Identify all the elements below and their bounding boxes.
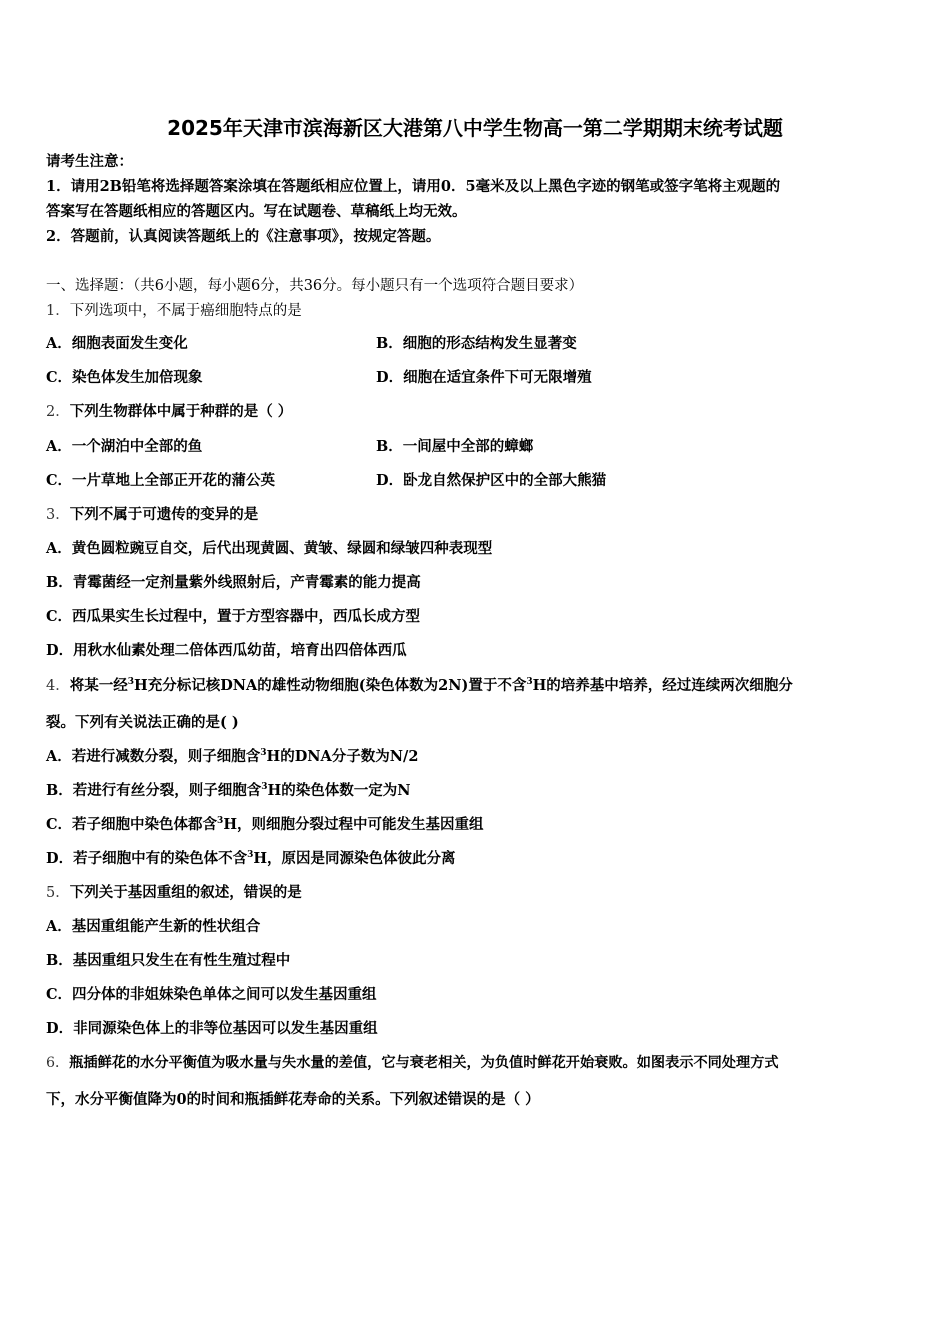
notice-line-2: 2．答题前，认真阅读答题纸上的《注意事项》，按规定答题。 (46, 228, 441, 245)
q4-option-c-post: H，则细胞分裂过程中可能发生基因重组 (223, 816, 484, 833)
q1-option-c: C．染色体发生加倍现象 (46, 369, 203, 386)
question-6-line-1 (46, 1053, 779, 1073)
q1-option-d: D．细胞在适宜条件下可无限增殖 (376, 369, 592, 386)
superscript-3: 3 (217, 816, 224, 826)
q4-option-a-post: H的DNA分子数为N/2 (266, 748, 419, 765)
q5-option-c: C．四分体的非姐妹染色单体之间可以发生基因重组 (46, 986, 377, 1003)
section-heading: 一、选择题：（共6小题，每小题6分，共36分。每小题只有一个选项符合题目要求） (46, 278, 584, 294)
q4-option-b (46, 781, 410, 801)
question-1-stem: 下列选项中，不属于癌细胞特点的是 (69, 303, 302, 319)
question-5-stem: 下列关于基因重组的叙述，错误的是 (69, 884, 302, 901)
question-5 (46, 883, 302, 903)
superscript-3: 3 (127, 677, 134, 687)
q3-option-b: B．青霉菌经一定剂量紫外线照射后，产青霉素的能力提高 (46, 574, 421, 591)
q3-option-c: C．西瓜果实生长过程中，置于方型容器中，西瓜长成方型 (46, 608, 421, 625)
question-4-stem-post: H的培养基中培养，经过连续两次细胞分 (532, 677, 793, 694)
q2-option-b: B．一间屋中全部的蟑螂 (376, 438, 534, 455)
question-2 (46, 402, 292, 422)
superscript-3: 3 (261, 782, 268, 792)
question-1-number: 1． (46, 303, 70, 319)
q2-option-d: D．卧龙自然保护区中的全部大熊猫 (376, 472, 607, 489)
q2-option-a: A．一个湖泊中全部的鱼 (46, 438, 203, 455)
q1-option-a: A．细胞表面发生变化 (46, 335, 188, 352)
question-2-number: 2． (46, 404, 70, 420)
q4-option-c-pre: C．若子细胞中染色体都含 (46, 816, 218, 833)
q4-option-d-pre: D．若子细胞中有的染色体不含 (46, 850, 248, 867)
q3-option-d: D．用秋水仙素处理二倍体西瓜幼苗，培育出四倍体西瓜 (46, 642, 407, 659)
q4-option-d-post: H，原因是同源染色体彼此分离 (253, 850, 456, 867)
q4-option-b-post: H的染色体数一定为N (267, 782, 411, 799)
superscript-3: 3 (526, 677, 533, 687)
q5-option-a: A．基因重组能产生新的性状组合 (46, 918, 261, 935)
question-6-number: 6． (46, 1055, 70, 1071)
q4-option-d (46, 849, 456, 869)
notice-line-1a: 1．请用2B铅笔将选择题答案涂填在答题纸相应位置上，请用0．5毫米及以上黑色字迹的钢笔或签字笔将主观题的 (46, 178, 781, 195)
notice-line-1b: 答案写在答题纸相应的答题区内。写在试题卷、草稿纸上均无效。 (46, 203, 467, 220)
question-4-line-1 (46, 676, 793, 696)
question-3-stem: 下列不属于可遗传的变异的是 (69, 506, 259, 523)
question-4-stem-mid: H充分标记核DNA的雄性动物细胞(染色体数为2N)置于不含 (134, 677, 527, 694)
question-4-number: 4． (46, 678, 70, 694)
question-4-stem-pre: 将某一经 (69, 677, 128, 694)
question-1 (46, 301, 302, 321)
q5-option-b: B．基因重组只发生在有性生殖过程中 (46, 952, 291, 969)
q4-option-c (46, 815, 484, 835)
question-4-line-2: 裂。下列有关说法正确的是( ) (46, 714, 239, 731)
q1-option-b: B．细胞的形态结构发生显著变 (376, 335, 577, 352)
q5-option-d: D．非同源染色体上的非等位基因可以发生基因重组 (46, 1020, 378, 1037)
page-title: 2025年天津市滨海新区大港第八中学生物高一第二学期期末统考试题 (167, 116, 783, 140)
question-5-number: 5． (46, 885, 70, 901)
question-6-line-2: 下，水分平衡值降为0的时间和瓶插鲜花寿命的关系。下列叙述错误的是（ ） (46, 1091, 540, 1108)
question-3 (46, 505, 258, 525)
question-6-stem-1: 瓶插鲜花的水分平衡值为吸水量与失水量的差值，它与衰老相关，为负值时鲜花开始衰败。如图表示不同处理方式 (69, 1055, 779, 1071)
question-3-number: 3． (46, 507, 70, 523)
superscript-3: 3 (260, 748, 267, 758)
superscript-3: 3 (247, 850, 254, 860)
question-2-stem: 下列生物群体中属于种群的是（ ） (69, 403, 293, 420)
q4-option-a (46, 747, 418, 767)
q4-option-b-pre: B．若进行有丝分裂，则子细胞含 (46, 782, 262, 799)
notice-heading: 请考生注意： (46, 153, 133, 170)
q2-option-c: C．一片草地上全部正开花的蒲公英 (46, 472, 276, 489)
q3-option-a: A．黄色圆粒豌豆自交，后代出现黄圆、黄皱、绿圆和绿皱四种表现型 (46, 540, 493, 557)
q4-option-a-pre: A．若进行减数分裂，则子细胞含 (46, 748, 261, 765)
